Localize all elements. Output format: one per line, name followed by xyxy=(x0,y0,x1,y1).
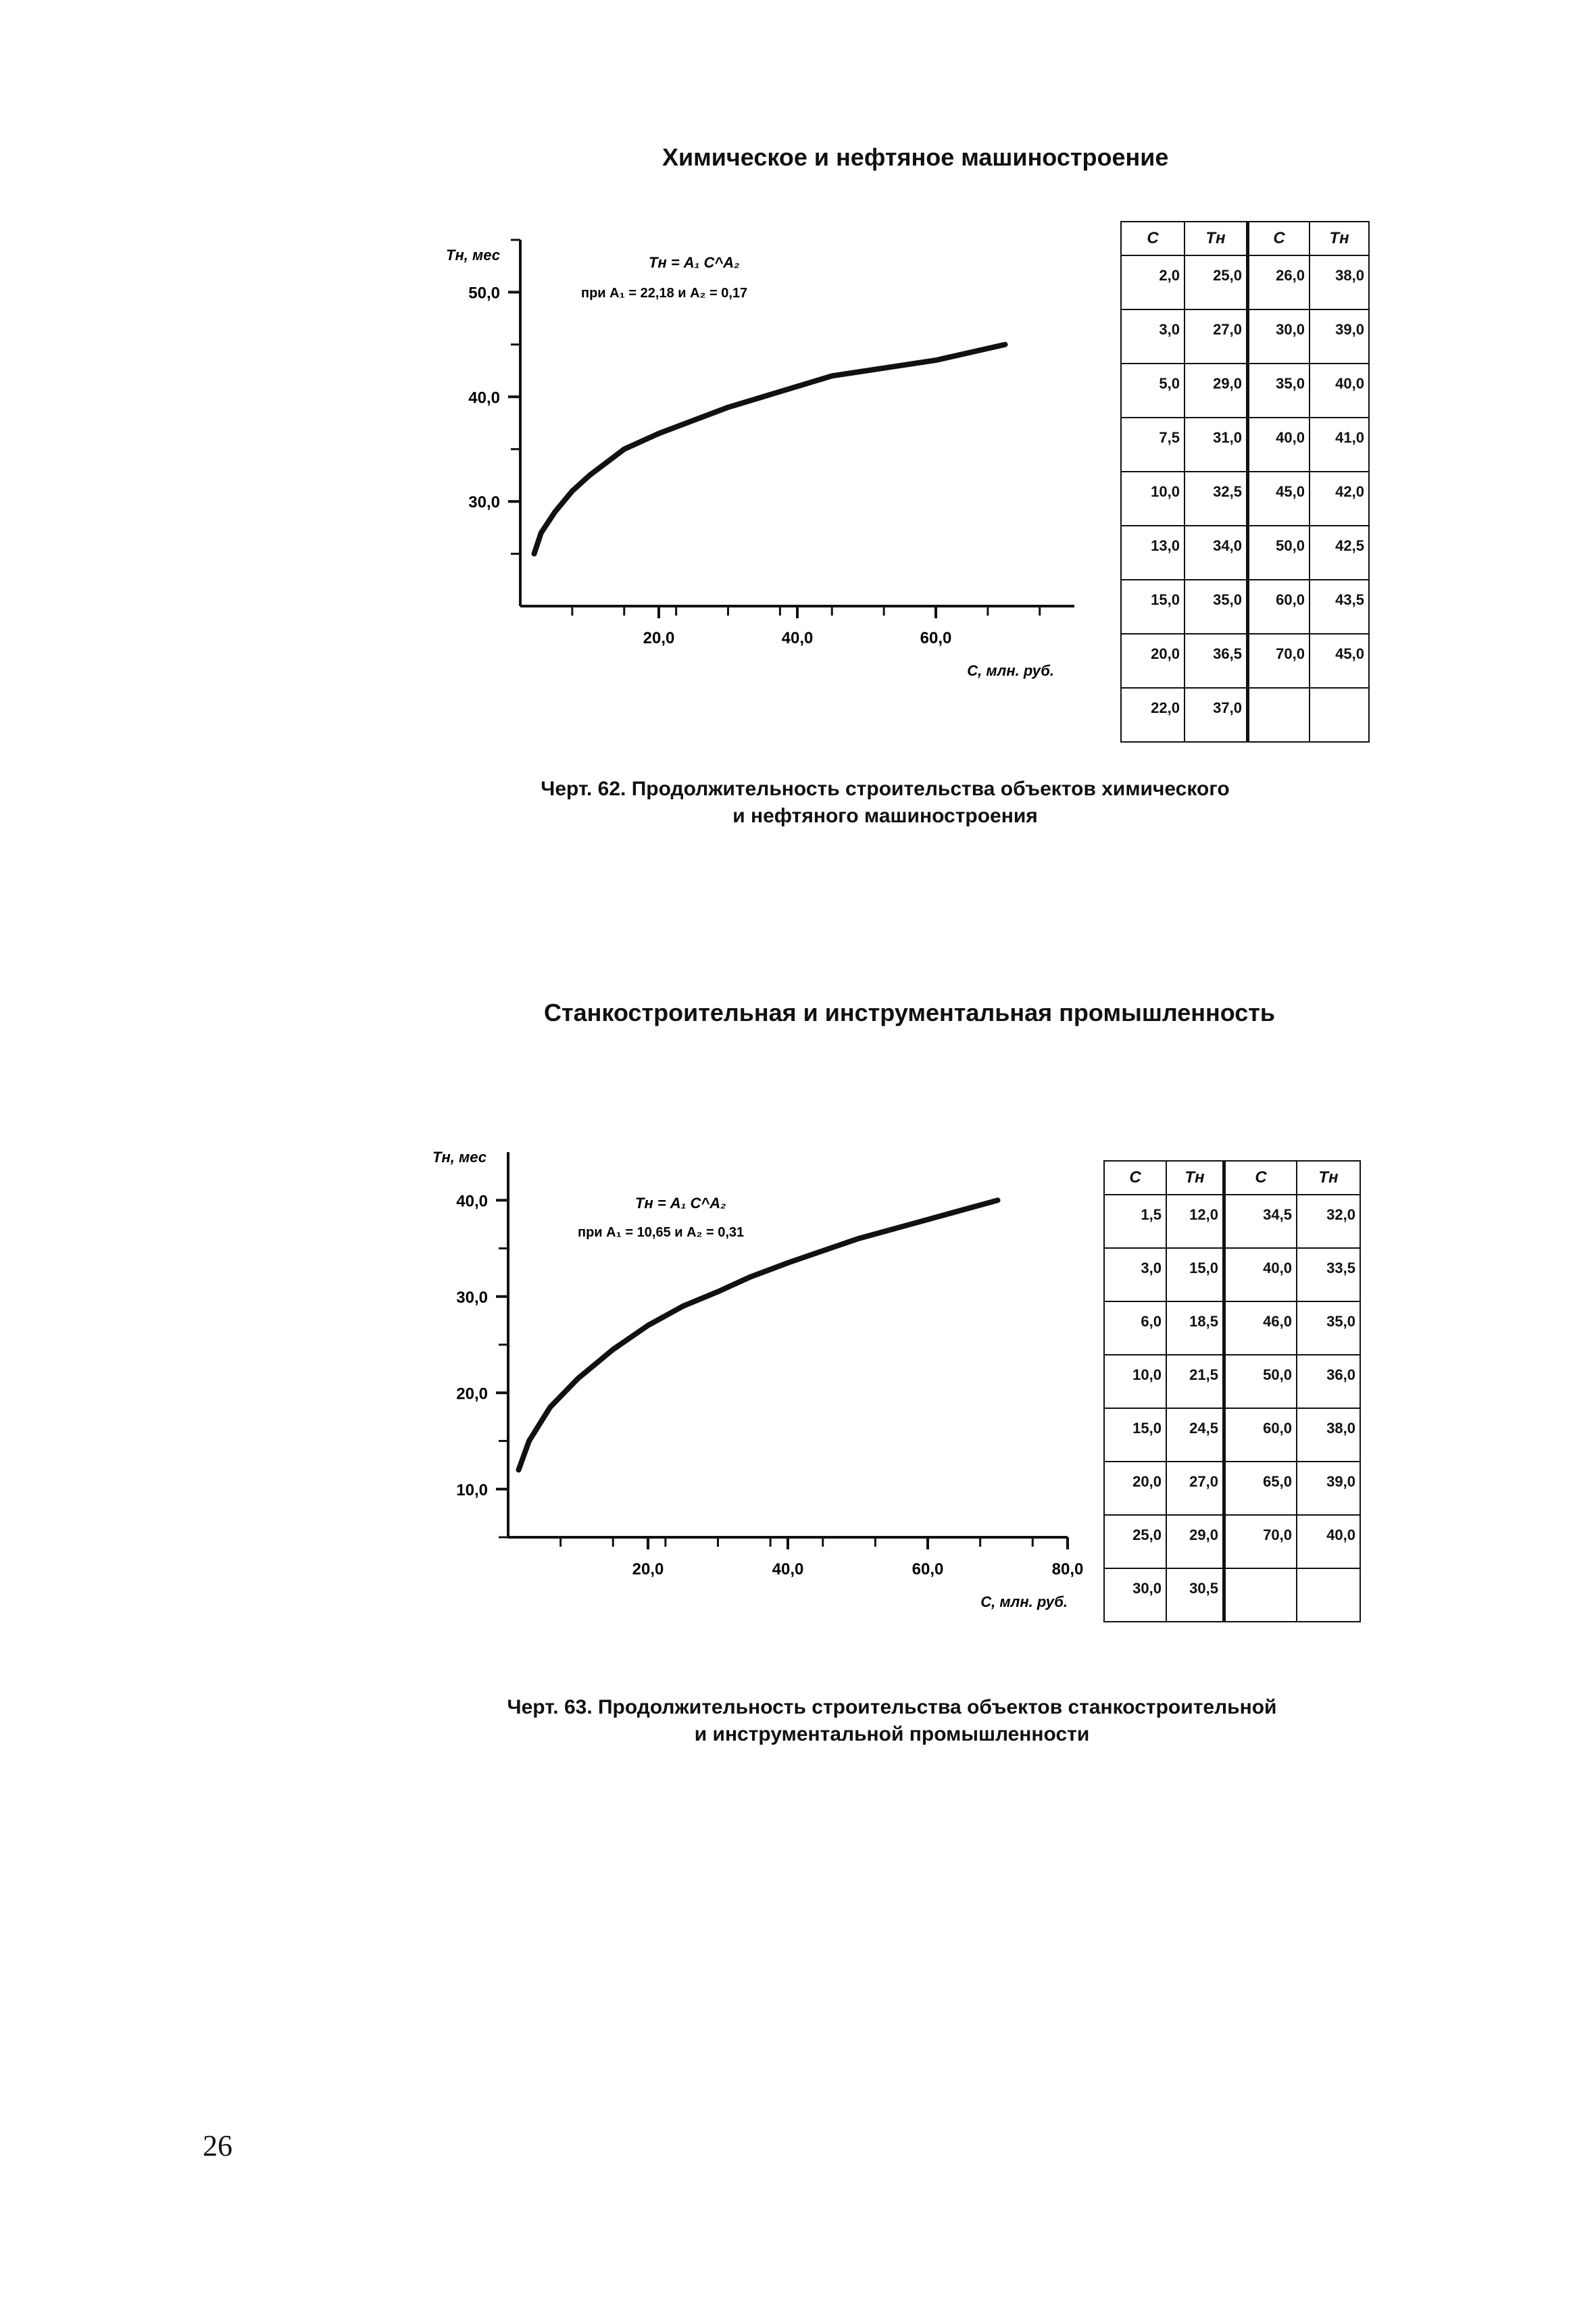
table-row xyxy=(1104,1248,1360,1301)
table-cell: 35,0 xyxy=(1184,580,1248,634)
table-cell: 34,0 xyxy=(1184,526,1248,580)
table-cell: 13,0 xyxy=(1121,526,1184,580)
table-cell: 6,0 xyxy=(1104,1301,1166,1355)
table-cell: 22,0 xyxy=(1121,688,1184,742)
table-cell: 29,0 xyxy=(1166,1515,1224,1568)
table-cell: 2,0 xyxy=(1121,255,1184,309)
table-cell: 31,0 xyxy=(1184,418,1248,472)
table-cell: 18,5 xyxy=(1166,1301,1224,1355)
table-cell: 21,5 xyxy=(1166,1355,1224,1408)
table-cell: 30,0 xyxy=(1248,309,1310,364)
table-header-cell: C xyxy=(1104,1161,1166,1195)
table-cell: 26,0 xyxy=(1248,255,1310,309)
table-cell: 30,0 xyxy=(1104,1568,1166,1622)
table-cell: 38,0 xyxy=(1297,1408,1360,1462)
table-cell: 42,0 xyxy=(1310,472,1369,526)
table-cell: 36,0 xyxy=(1297,1355,1360,1408)
table-cell: 7,5 xyxy=(1121,418,1184,472)
table-cell xyxy=(1297,1568,1360,1622)
y-tick-label: 30,0 xyxy=(468,493,500,512)
table-row xyxy=(1121,634,1369,688)
table-header-row xyxy=(1104,1161,1360,1195)
y-axis-label: Tн, мес xyxy=(432,1149,487,1166)
table-cell: 45,0 xyxy=(1248,472,1310,526)
table-header-row xyxy=(1121,222,1369,255)
caption-line-2: и нефтяного машиностроения xyxy=(732,805,1038,827)
table-cell: 40,0 xyxy=(1297,1515,1360,1568)
table-row xyxy=(1104,1408,1360,1462)
formula: Tн = A₁ C^A₂ xyxy=(649,254,740,271)
table-cell: 38,0 xyxy=(1310,255,1369,309)
table-cell: 45,0 xyxy=(1310,634,1369,688)
table-header-cell: Tн xyxy=(1310,222,1369,255)
x-axis-label: C, млн. руб. xyxy=(980,1593,1068,1610)
table-row xyxy=(1121,364,1369,418)
table-cell: 50,0 xyxy=(1224,1355,1297,1408)
x-tick-label: 40,0 xyxy=(772,1560,804,1578)
caption-line-2: и инструментальной промышленности xyxy=(694,1723,1090,1745)
formula: Tн = A₁ C^A₂ xyxy=(635,1195,726,1212)
table-cell: 34,5 xyxy=(1224,1195,1297,1248)
figure-62-title: Химическое и нефтяное машиностроение xyxy=(662,143,1169,171)
table-row xyxy=(1121,255,1369,309)
x-tick-label: 60,0 xyxy=(912,1560,944,1578)
table-header-cell: C xyxy=(1224,1161,1297,1195)
table-cell: 41,0 xyxy=(1310,418,1369,472)
series-line xyxy=(519,1200,998,1470)
table-cell: 10,0 xyxy=(1121,472,1184,526)
table-row xyxy=(1104,1515,1360,1568)
table-cell: 37,0 xyxy=(1184,688,1248,742)
table-cell: 24,5 xyxy=(1166,1408,1224,1462)
x-tick-label: 80,0 xyxy=(1051,1560,1084,1578)
y-tick-label: 10,0 xyxy=(456,1480,488,1499)
table-header-cell: Tн xyxy=(1184,222,1248,255)
table-row xyxy=(1104,1195,1360,1248)
table-cell: 46,0 xyxy=(1224,1301,1297,1355)
caption-line-1: Черт. 63. Продолжительность строительства объектов станкостроительной xyxy=(507,1696,1277,1718)
figure-62-caption xyxy=(514,776,1257,830)
table-cell: 30,5 xyxy=(1166,1568,1224,1622)
table-cell: 32,0 xyxy=(1297,1195,1360,1248)
table-cell xyxy=(1310,688,1369,742)
table-cell: 20,0 xyxy=(1104,1462,1166,1515)
table-cell xyxy=(1224,1568,1297,1622)
table-header-cell: C xyxy=(1248,222,1310,255)
table-cell: 12,0 xyxy=(1166,1195,1224,1248)
y-tick-label: 30,0 xyxy=(456,1288,488,1307)
table-cell: 29,0 xyxy=(1184,364,1248,418)
table-cell: 3,0 xyxy=(1121,309,1184,364)
table-header-cell: C xyxy=(1121,222,1184,255)
table-cell: 35,0 xyxy=(1248,364,1310,418)
table-row xyxy=(1121,580,1369,634)
table-cell: 27,0 xyxy=(1166,1462,1224,1515)
figure-63-caption xyxy=(487,1694,1297,1748)
y-tick-label: 20,0 xyxy=(456,1385,488,1403)
table-row xyxy=(1121,309,1369,364)
table-cell: 32,5 xyxy=(1184,472,1248,526)
table-cell: 25,0 xyxy=(1184,255,1248,309)
y-axis-label: Tн, мес xyxy=(446,247,500,264)
table-cell: 1,5 xyxy=(1104,1195,1166,1248)
table-cell: 20,0 xyxy=(1121,634,1184,688)
table-cell: 3,0 xyxy=(1104,1248,1166,1301)
table-63 xyxy=(1103,1160,1361,1622)
x-tick-label: 60,0 xyxy=(920,629,952,647)
x-tick-label: 40,0 xyxy=(781,629,814,647)
x-tick-label: 20,0 xyxy=(632,1560,664,1578)
table-cell: 70,0 xyxy=(1224,1515,1297,1568)
table-cell: 50,0 xyxy=(1248,526,1310,580)
page-number: 26 xyxy=(203,2129,232,2162)
table-cell: 15,0 xyxy=(1121,580,1184,634)
table-cell: 25,0 xyxy=(1104,1515,1166,1568)
table-cell: 33,5 xyxy=(1297,1248,1360,1301)
table-row xyxy=(1121,472,1369,526)
table-row xyxy=(1121,418,1369,472)
table-cell xyxy=(1248,688,1310,742)
table-row xyxy=(1104,1301,1360,1355)
formula-params: при A₁ = 22,18 и A₂ = 0,17 xyxy=(581,286,748,301)
formula-params: при A₁ = 10,65 и A₂ = 0,31 xyxy=(578,1225,745,1240)
table-header-cell: Tн xyxy=(1297,1161,1360,1195)
table-cell: 40,0 xyxy=(1310,364,1369,418)
table-row xyxy=(1104,1568,1360,1622)
table-cell: 40,0 xyxy=(1224,1248,1297,1301)
table-cell: 15,0 xyxy=(1104,1408,1166,1462)
table-header-cell: Tн xyxy=(1166,1161,1224,1195)
table-cell: 60,0 xyxy=(1248,580,1310,634)
table-cell: 27,0 xyxy=(1184,309,1248,364)
table-cell: 15,0 xyxy=(1166,1248,1224,1301)
table-cell: 10,0 xyxy=(1104,1355,1166,1408)
y-tick-label: 50,0 xyxy=(468,284,500,303)
table-cell: 43,5 xyxy=(1310,580,1369,634)
table-cell: 42,5 xyxy=(1310,526,1369,580)
table-cell: 5,0 xyxy=(1121,364,1184,418)
x-tick-label: 20,0 xyxy=(643,629,675,647)
table-cell: 70,0 xyxy=(1248,634,1310,688)
caption-line-1: Черт. 62. Продолжительность строительства объектов химического xyxy=(541,778,1230,800)
y-tick-label: 40,0 xyxy=(468,389,500,407)
table-row xyxy=(1104,1462,1360,1515)
table-cell: 35,0 xyxy=(1297,1301,1360,1355)
table-cell: 39,0 xyxy=(1310,309,1369,364)
table-cell: 65,0 xyxy=(1224,1462,1297,1515)
table-row xyxy=(1121,688,1369,742)
series-line xyxy=(534,345,1005,554)
table-62 xyxy=(1120,221,1370,743)
table-cell: 40,0 xyxy=(1248,418,1310,472)
y-tick-label: 40,0 xyxy=(456,1192,488,1211)
figure-63-title: Станкостроительная и инструментальная промышленность xyxy=(544,999,1276,1026)
table-cell: 39,0 xyxy=(1297,1462,1360,1515)
table-cell: 36,5 xyxy=(1184,634,1248,688)
table-cell: 60,0 xyxy=(1224,1408,1297,1462)
table-row xyxy=(1104,1355,1360,1408)
table-row xyxy=(1121,526,1369,580)
x-axis-label: C, млн. руб. xyxy=(967,662,1054,679)
